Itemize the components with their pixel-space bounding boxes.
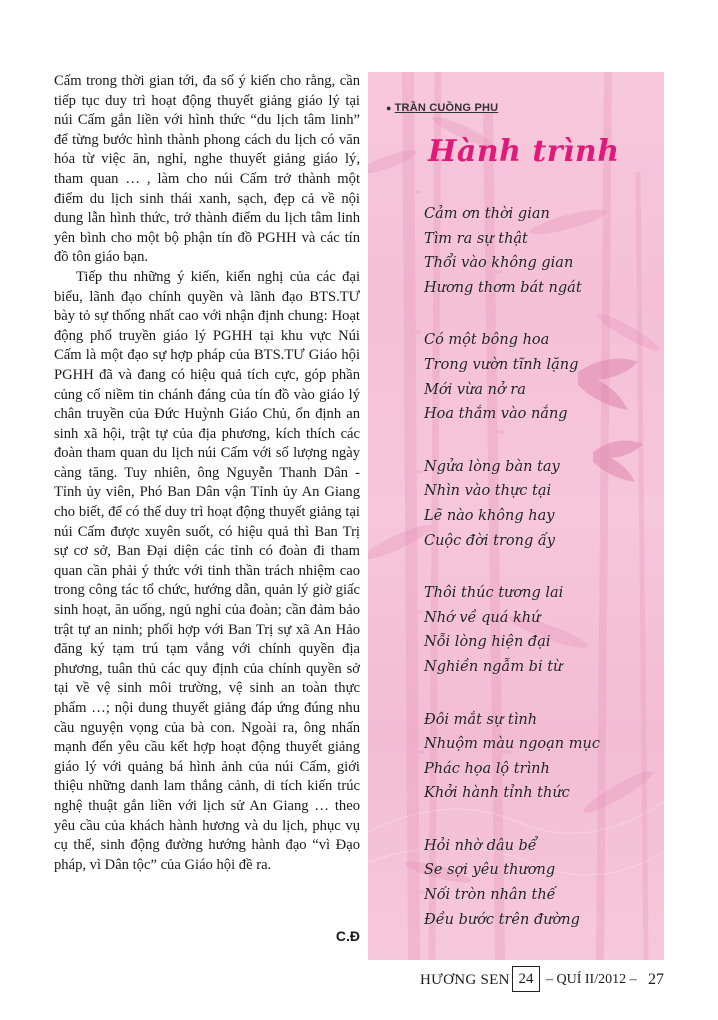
poem-line: Trong vườn tĩnh lặng (424, 356, 579, 373)
page-footer (0, 966, 718, 996)
poem-line: Cảm ơn thời gian (424, 206, 550, 222)
poem-line: Nghiền ngẫm bi từ (424, 658, 563, 675)
stanza (424, 708, 654, 806)
poem-line: Hương thơm bát ngát (424, 279, 582, 296)
issue-quarter: – QUÍ II/2012 – (546, 972, 637, 987)
stanza (424, 581, 654, 679)
poem-line: Nỗi lòng hiện đại (424, 634, 551, 651)
poem-line: Khởi hành tỉnh thức (424, 785, 570, 802)
page-number: 27 (648, 971, 664, 988)
poem-line: Tìm ra sự thật (424, 230, 528, 247)
poem-line: Hoa thắm vào nắng (424, 406, 568, 423)
poem-line: Cuộc đời trong ấy (424, 532, 555, 549)
poem-line: Mới vừa nở ra (424, 381, 526, 398)
poem-line: Thổi vào không gian (424, 255, 574, 272)
stanza (424, 834, 654, 932)
stanza (424, 328, 654, 426)
poem-line: Lẽ nào không hay (424, 507, 555, 524)
poem-line: Đều bước trên đường (424, 911, 580, 928)
poem-line: Nhớ về quá khứ (424, 609, 541, 626)
poem-line: Se sợi yêu thương (424, 862, 556, 879)
poem-line: Nhuộm màu ngoạn mục (424, 736, 600, 753)
issue-number: 24 (512, 966, 540, 992)
poem-title: Hành trình (428, 134, 620, 169)
bullet-icon: ● (386, 103, 392, 113)
poem-line: Ngửa lòng bàn tay (424, 458, 560, 475)
poem-author (386, 102, 498, 114)
poem-line: Nối tròn nhân thế (424, 887, 556, 904)
article-signature: C.Đ (335, 928, 360, 944)
magazine-name: HƯƠNG SEN (420, 972, 510, 988)
poem-line: Hỏi nhờ dâu bể (424, 837, 537, 854)
poem-line: Thôi thúc tương lai (424, 585, 564, 602)
article-paragraph-1: Cấm trong thời gian tới, đa số ý kiến cho rằng, cần tiếp tục duy trì hoạt động thuyết giảng giáo lý tại núi Cấm gắn liền với hình thức “du lịch tâm linh” để từng bước hình thành phong cách du lịch có văn hóa từ việc ăn, nghỉ, nghe thuyết giảng giáo lý, tham quan … , làm cho núi Cấm trở thành một điểm du lịch sinh thái xanh, sạch, đẹp cả về nội dung lẫn hình thức, trở thành điểm du lịch tâm linh yên bình cho một bộ phận tín đồ PGHH và các tín đồ tôn giáo bạn. (54, 73, 360, 266)
article-paragraph-2: Tiếp thu những ý kiến, kiến nghị của các đại biểu, lãnh đạo chính quyền và lãnh đạo BTS.TƯ bày tỏ sự thống nhất cao với nhận định chung: Hoạt động phổ truyền giáo lý PGHH tại khu vực Núi Cấm là một đạo sự hợp pháp của BTS.TƯ Giáo hội PGHH đã và đang có hiệu quả tích cực, góp phần củng cố niềm tin chánh đáng của tín đồ vào giáo lý chân truyền của Đức Huỳnh Giáo Chủ, ổn định an sinh xã hội, trật tự của địa phương, kích thích các đoàn tham quan du lịch núi Cấm với số lượng ngày càng tăng. Tuy nhiên, ông Nguyễn Thanh Dân - Tỉnh ủy viên, Phó Ban Dân vận Tỉnh ủy An Giang cho biết, để có thể duy trì hoạt động thuyết giảng tại núi Cấm được xuyên suốt, có hiệu quả thì Ban Trị sự cơ sở, Ban Đại diện các tỉnh có đoàn đi tham quan cần phải ý thức với tinh thần trách nhiệm cao trong công tác tổ chức, hướng dẫn, quản lý giờ giấc sinh hoạt, ăn uống, ngủ nghỉ của đoàn; cần đảm bảo trật tự an ninh; phối hợp với Ban Trị sự xã An Hảo đăng ký tạm trú tạm vắng với chính quyền địa phương, tuân thủ các quy định của chính quyền sở tại về vệ sinh môi trường, vệ sinh an toàn thực phẩm …; nội dung thuyết giảng đáp ứng đúng nhu cầu nguyện vọng của bà con. Ngoài ra, ông nhấn mạnh đến yêu cầu kết hợp hoạt động thuyết giảng giáo lý với quảng bá hình ảnh của núi Cấm, giới thiệu những danh lam thắng cảnh, di tích kiến trúc nghệ thuật gắn liền với lịch sử An Giang … theo yêu cầu của khách hành hương và du lịch, phục vụ cụ thể, sinh động đường hướng hành đạo “vì Đạo pháp, vì Dân tộc” của Giáo hội đề ra. (54, 268, 360, 873)
poem-panel (368, 72, 664, 960)
poem-line: Nhìn vào thực tại (424, 483, 552, 500)
poem-stanzas (424, 202, 654, 960)
stanza (424, 202, 654, 300)
poem-line: Phác họa lộ trình (424, 760, 550, 777)
author-name: TRẦN CUỒNG PHU (394, 102, 499, 114)
stanza (424, 455, 654, 553)
poem-line: Đôi mắt sự tình (424, 711, 538, 728)
article-body (54, 72, 360, 875)
poem-line: Có một bông hoa (424, 332, 550, 349)
